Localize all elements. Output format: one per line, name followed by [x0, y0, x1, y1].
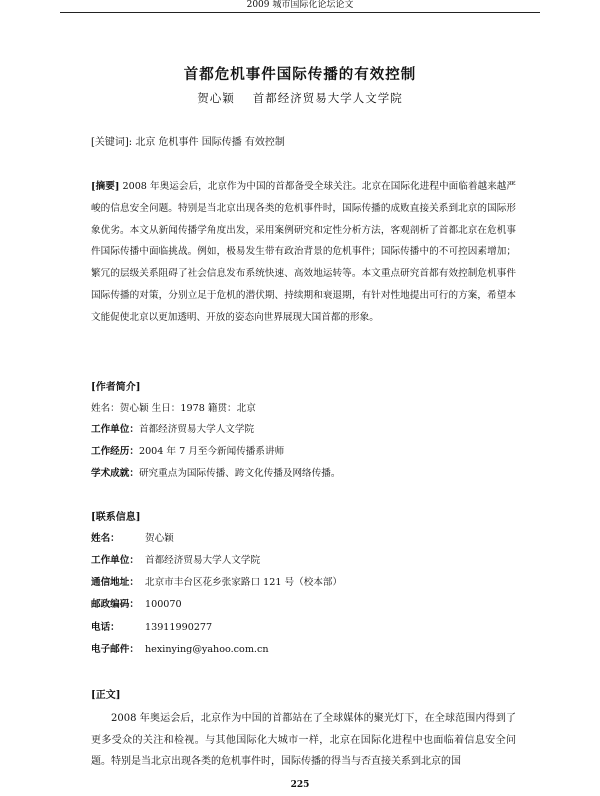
contact-name — [91, 530, 174, 544]
abstract — [91, 176, 516, 329]
author-line — [0, 90, 600, 106]
abstract-text: 2008 年奥运会后，北京作为中国的首都备受全球关注。北京在国际化进程中面临着越来越严峻的信息安全问题。特别是当北京出现各类的危机事件时，国际传播的成败直接关系到北京的国际形象优劣。本文从新闻传播学角度出发，采用案例研究和定性分析方法，客观剖析了首都北京在危机事件国际传播中面临挑战。例如，极易发生带有政治背景的危机事件；国际传播中的不可控因素增加；繁冗的层级关系阻碍了社会信息发布系统快速、高效地运转等。本文重点研究首都有效控制危机事件国际传播的对策，分别立足于危机的潜伏期、持续期和衰退期，有针对性地提出可行的方案，希望本文能促使北京以更加透明、开放的姿态向世界展现大国首都的形象。 — [91, 181, 516, 323]
keywords-text: 北京 危机事件 国际传播 有效控制 — [135, 137, 285, 148]
bio-basic: 姓名：贺心颖 生日：1978 籍贯：北京 — [91, 403, 256, 414]
keywords — [91, 133, 285, 148]
bio-achievement — [91, 465, 340, 479]
main-body-text: 2008 年奥运会后，北京作为中国的首都站在了全球媒体的聚光灯下，在全球范围内得到了更多受众的关注和检视。与其他国际化大城市一样，北京在国际化进程中也面临着信息安全问题。特别是当北京出现各类的危机事件时，国际传播的得当与否直接关系到北京的国 — [91, 713, 516, 767]
paper-title: 首都危机事件国际传播的有效控制 — [183, 66, 417, 83]
contact-unit — [91, 552, 260, 566]
bio-work-unit-label: 工作单位： — [91, 424, 139, 435]
bio-heading: [作者简介] — [91, 382, 141, 393]
author-affiliation: 首都经济贸易大学人文学院 — [252, 91, 403, 105]
contact-zip-label: 邮政编码： — [91, 599, 139, 610]
contact-address-value: 北京市丰台区花乡张家路口 121 号（校本部） — [145, 577, 343, 588]
contact-zip-value: 100070 — [145, 599, 182, 610]
contact-name-value: 贺心颖 — [145, 533, 174, 544]
bio-work-unit-value: 首都经济贸易大学人文学院 — [138, 424, 255, 435]
main-heading: [正文] — [91, 690, 121, 701]
contact-address-label: 通信地址： — [91, 577, 139, 588]
bio-work-history — [91, 443, 284, 457]
contact-unit-value: 首都经济贸易大学人文学院 — [145, 555, 261, 566]
bio-work-history-label: 工作经历： — [91, 446, 139, 457]
bio-achievement-label: 学术成就： — [91, 468, 139, 479]
contact-heading: [联系信息] — [91, 512, 141, 523]
contact-email — [91, 641, 269, 655]
author-name: 贺心颖 — [197, 91, 235, 105]
bio-work-history-value: 2004 年 7 月至今新闻传播系讲师 — [138, 446, 285, 457]
running-header: 2009 城市国际化论坛论文 — [60, 0, 540, 13]
page-number: 225 — [290, 780, 310, 790]
bio-achievement-value: 研究重点为国际传播、跨文化传播及网络传播。 — [138, 468, 341, 479]
contact-phone-label: 电话： — [91, 622, 120, 633]
contact-zip — [91, 596, 182, 610]
contact-name-label: 姓名： — [91, 533, 120, 544]
contact-phone-value: 13911990277 — [145, 622, 213, 633]
contact-unit-label: 工作单位： — [91, 555, 139, 566]
contact-address — [91, 574, 342, 588]
keywords-label: [关键词]: — [91, 137, 133, 148]
abstract-label: [摘要] — [91, 181, 120, 192]
bio-work-unit — [91, 421, 254, 435]
contact-email-value: hexinying@yahoo.com.cn — [145, 644, 269, 655]
contact-email-label: 电子邮件： — [91, 644, 139, 655]
contact-phone — [91, 619, 212, 633]
